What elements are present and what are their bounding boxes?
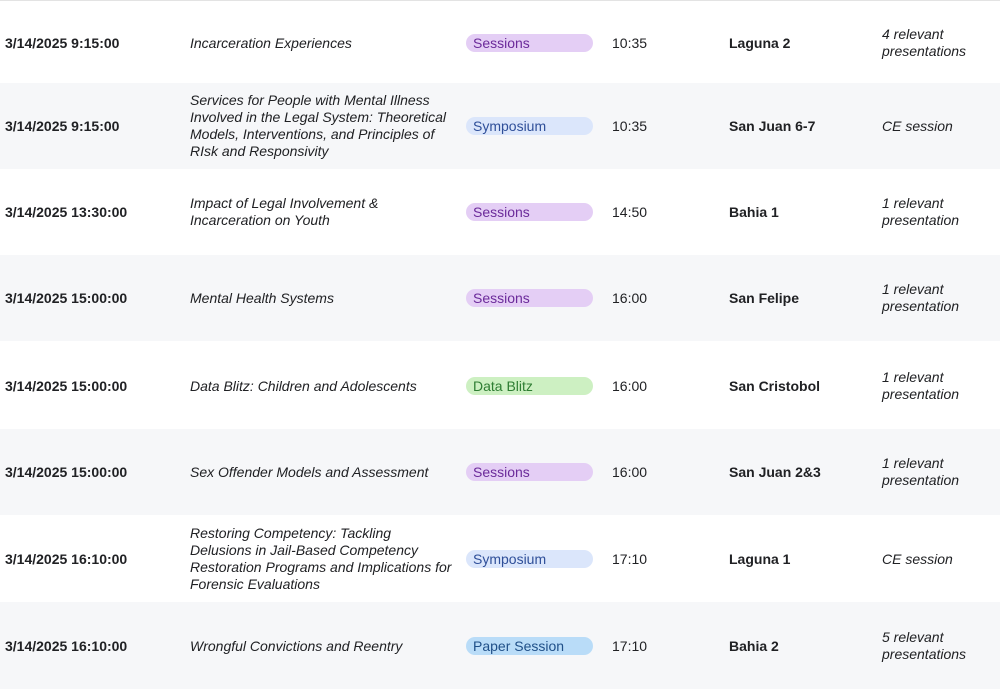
session-type-cell (466, 83, 596, 169)
start-time-cell: 3/14/2025 15:00:00 (5, 289, 128, 306)
session-type-cell (466, 602, 596, 689)
start-time-cell: 3/14/2025 15:00:00 (5, 377, 128, 394)
end-time-cell: 17:10 (612, 550, 648, 567)
table-row[interactable] (0, 169, 1000, 255)
room-cell: San Juan 2&3 (729, 463, 821, 480)
session-type-badge: Paper Session (466, 637, 593, 655)
note-cell: CE session (882, 550, 953, 567)
table-row[interactable] (0, 516, 1000, 602)
table-row[interactable] (0, 0, 1000, 86)
table-row[interactable] (0, 255, 1000, 341)
end-time-cell: 16:00 (612, 463, 648, 480)
session-title-cell: Restoring Competency: Tackling Delusions in Jail-Based Competency Restoration Programs and Implications for Forensic Evaluations (190, 525, 452, 592)
room-cell: Laguna 1 (729, 550, 791, 567)
start-time-cell: 3/14/2025 16:10:00 (5, 550, 128, 567)
table-row[interactable] (0, 429, 1000, 515)
note-cell: 1 relevant presentation (882, 281, 960, 314)
session-type-cell (466, 429, 596, 515)
session-type-badge: Sessions (466, 463, 593, 481)
session-title-cell: Impact of Legal Involvement & Incarceration on Youth (190, 195, 379, 228)
start-time-cell: 3/14/2025 9:15:00 (5, 34, 120, 51)
end-time-cell: 10:35 (612, 34, 648, 51)
end-time-cell: 17:10 (612, 637, 648, 654)
session-type-cell (466, 343, 596, 429)
end-time-cell: 10:35 (612, 117, 648, 134)
end-time-cell: 14:50 (612, 203, 648, 220)
session-title-cell: Mental Health Systems (190, 289, 334, 306)
room-cell: San Cristobol (729, 377, 821, 394)
room-cell: Bahia 1 (729, 203, 779, 220)
note-cell: 4 relevant presentations (882, 26, 967, 59)
table-row[interactable] (0, 602, 1000, 689)
session-type-badge: Symposium (466, 550, 593, 568)
note-cell: CE session (882, 117, 953, 134)
table-row[interactable] (0, 343, 1000, 429)
session-title-cell: Wrongful Convictions and Reentry (190, 637, 403, 654)
room-cell: San Felipe (729, 289, 800, 306)
session-type-badge: Sessions (466, 289, 593, 307)
end-time-cell: 16:00 (612, 377, 648, 394)
room-cell: Laguna 2 (729, 34, 791, 51)
session-type-cell (466, 169, 596, 255)
start-time-cell: 3/14/2025 13:30:00 (5, 203, 128, 220)
session-title-cell: Data Blitz: Children and Adolescents (190, 377, 417, 394)
session-type-badge: Sessions (466, 203, 593, 221)
start-time-cell: 3/14/2025 16:10:00 (5, 637, 128, 654)
room-cell: Bahia 2 (729, 637, 779, 654)
note-cell: 1 relevant presentation (882, 195, 960, 228)
session-type-badge: Symposium (466, 117, 593, 135)
session-type-cell (466, 0, 596, 86)
session-type-badge: Sessions (466, 34, 593, 52)
session-type-cell (466, 516, 596, 602)
end-time-cell: 16:00 (612, 289, 648, 306)
session-type-cell (466, 255, 596, 341)
start-time-cell: 3/14/2025 15:00:00 (5, 463, 128, 480)
session-title-cell: Incarceration Experiences (190, 34, 352, 51)
room-cell: San Juan 6-7 (729, 117, 816, 134)
start-time-cell: 3/14/2025 9:15:00 (5, 117, 120, 134)
table-row[interactable] (0, 83, 1000, 169)
note-cell: 1 relevant presentation (882, 369, 960, 402)
note-cell: 5 relevant presentations (882, 629, 967, 662)
session-type-badge: Data Blitz (466, 377, 593, 395)
session-title-cell: Services for People with Mental Illness Involved in the Legal System: Theoretical Models, Interventions, and Principles of RIsk and Responsivity (190, 92, 447, 159)
note-cell: 1 relevant presentation (882, 455, 960, 488)
session-title-cell: Sex Offender Models and Assessment (190, 463, 429, 480)
